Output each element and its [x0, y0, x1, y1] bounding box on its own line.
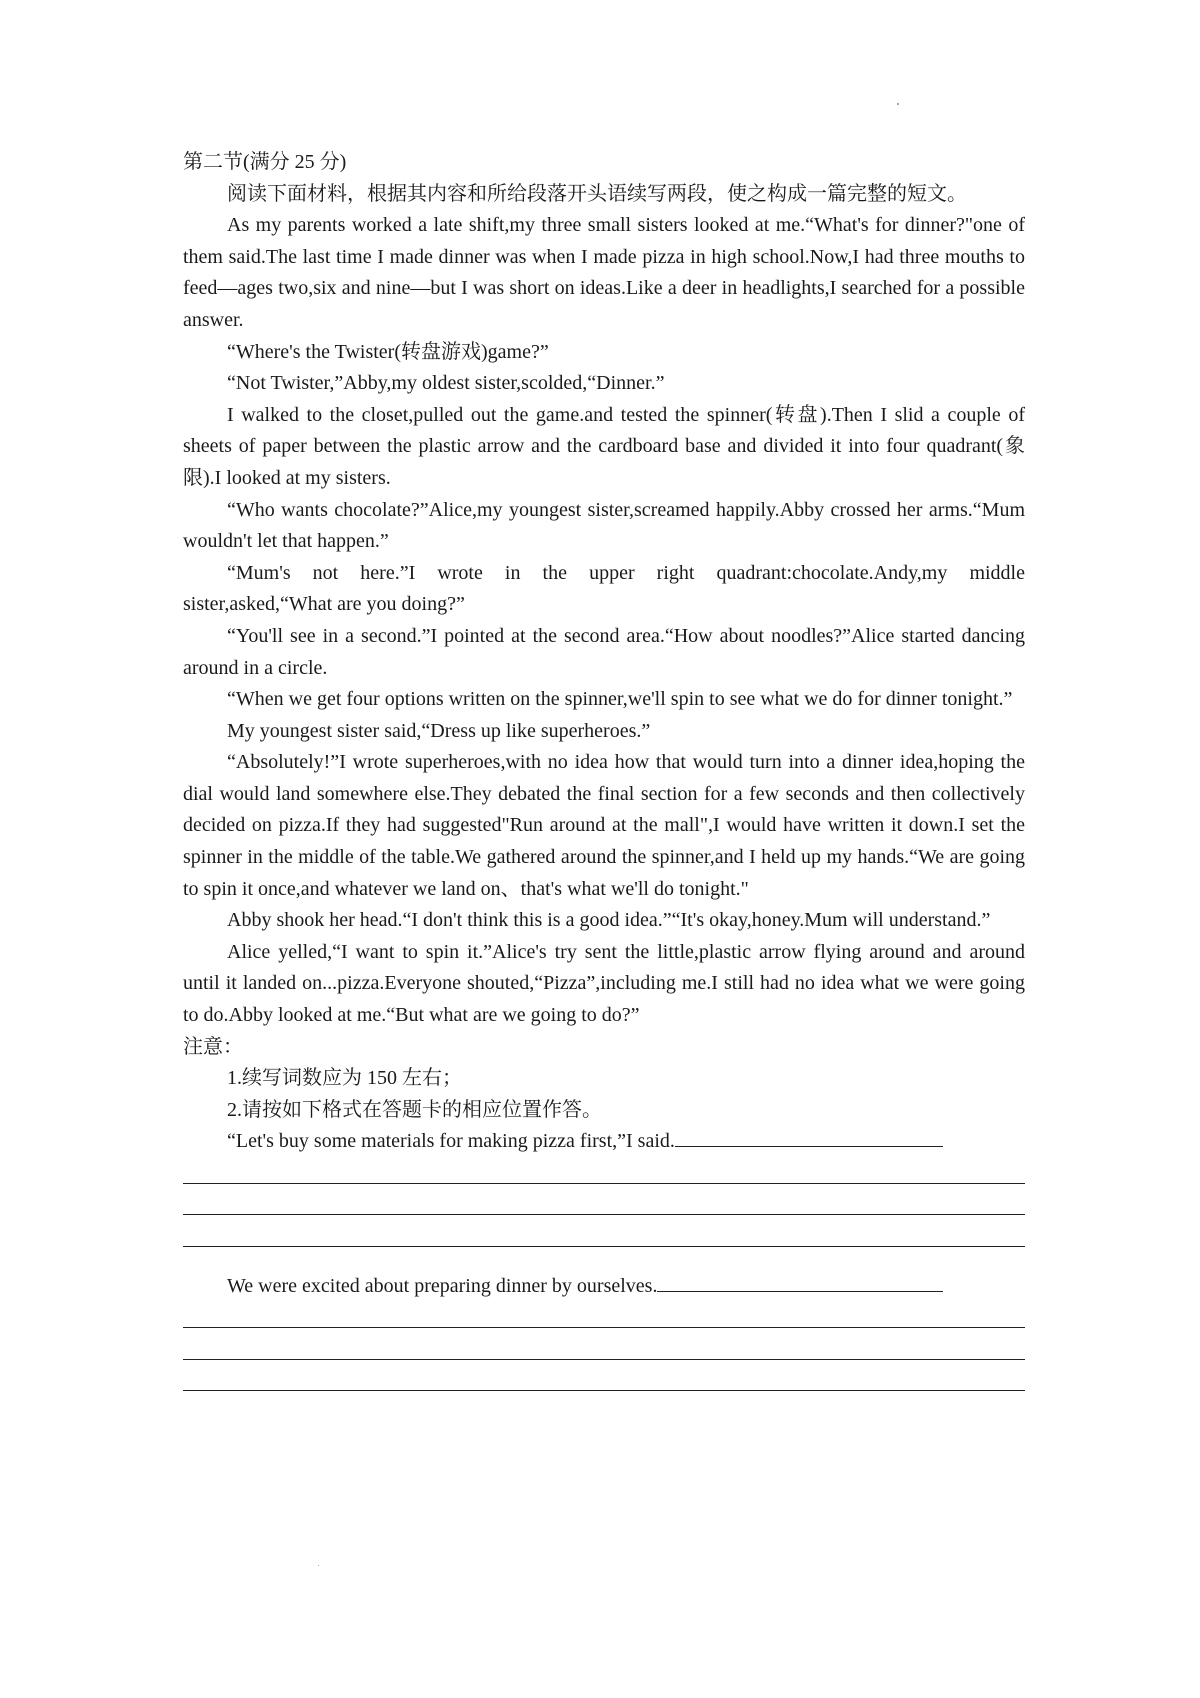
story — [183, 210, 1025, 1031]
story-paragraph: “When we get four options written on the spinner,we'll spin to see what we do for dinner tonight.” — [227, 688, 1013, 711]
story-paragraph: As my parents worked a late shift,my three small sisters looked at me.“What's for dinner?"one of them said.The last time I made dinner was when I made pizza in high school.Now,I had three mouths to feed—ages two,six and nine—but I was short on ideas.Like a deer in headlights,I searched for a possible answer. — [183, 214, 1025, 331]
paragraph-prompt: “Let's buy some materials for making pizza first,”I said. — [227, 1130, 675, 1153]
answer-block-1 — [183, 1126, 1025, 1252]
story-paragraph: “You'll see in a second.”I pointed at the second area.“How about noodles?”Alice started dancing around in a circle. — [183, 624, 1025, 679]
story-paragraph: “Who wants chocolate?”Alice,my youngest sister,screamed happily.Abby crossed her arms.“Mum wouldn't let that happen.” — [183, 498, 1025, 553]
scan-speck — [897, 103, 899, 105]
answer-line[interactable] — [183, 1366, 1025, 1398]
note-item: 2.请按如下格式在答题卡的相应位置作答。 — [227, 1098, 602, 1121]
story-paragraph: My youngest sister said,“Dress up like superheroes.” — [227, 719, 651, 742]
story-paragraph: “Where's the Twister(转盘游戏)game?” — [227, 340, 549, 363]
answer-block-2 — [183, 1271, 1025, 1397]
note-item: 1.续写词数应为 150 左右； — [227, 1067, 462, 1090]
story-paragraph: “Mum's not here.”I wrote in the upper right quadrant:chocolate.Andy,my middle sister,asked,“What are you doing?” — [183, 561, 1025, 616]
prompt-line — [183, 1271, 1025, 1303]
story-paragraph: Abby shook her head.“I don't think this is a good idea.”“It's okay,honey.Mum will understand.” — [227, 909, 991, 932]
story-paragraph: “Not Twister,”Abby,my oldest sister,scolded,“Dinner.” — [227, 372, 665, 395]
answer-line[interactable] — [183, 1221, 1025, 1253]
answer-line[interactable] — [183, 1334, 1025, 1366]
answer-blank[interactable] — [657, 1273, 943, 1292]
answer-line[interactable] — [183, 1302, 1025, 1334]
story-paragraph: I walked to the closet,pulled out the game.and tested the spinner(转盘).Then I slid a couple of sheets of paper between the plastic arrow and the cardboard base and divided it into four quadrant(象限).I looked at my sisters. — [183, 403, 1025, 489]
story-paragraph: Alice yelled,“I want to spin it.”Alice's try sent the little,plastic arrow flying around and around until it landed on...pizza.Everyone shouted,“Pizza”,including me.I still had no idea what we were going to do.Abby looked at me.“But what are we going to do?” — [183, 940, 1025, 1027]
spacer — [183, 1253, 1025, 1271]
answer-line[interactable] — [183, 1190, 1025, 1222]
section-title: 第二节(满分 25 分) — [183, 151, 347, 173]
prompt-line — [183, 1126, 1025, 1158]
notes-title: 注意： — [183, 1035, 243, 1058]
story-paragraph: “Absolutely!”I wrote superheroes,with no idea how that would turn into a dinner idea,hoping the dial would land somewhere else.They debated the final section for a few seconds and then collectively decided on pizza.If they had suggested"Run around at the mall",I would have written it down.I set the spinner in the middle of the table.We gathered around the spinner,and I held up my hands.“We are going to spin it once,and whatever we land on、that's what we'll do tonight." — [183, 751, 1025, 900]
paragraph-prompt: We were excited about preparing dinner by ourselves. — [227, 1274, 658, 1297]
instruction: 阅读下面材料，根据其内容和所给段落开头语续写两段，使之构成一篇完整的短文。 — [227, 182, 967, 205]
exam-page — [183, 147, 1025, 1397]
answer-blank[interactable] — [675, 1128, 943, 1147]
answer-line[interactable] — [183, 1158, 1025, 1190]
scan-speck — [318, 1565, 319, 1566]
